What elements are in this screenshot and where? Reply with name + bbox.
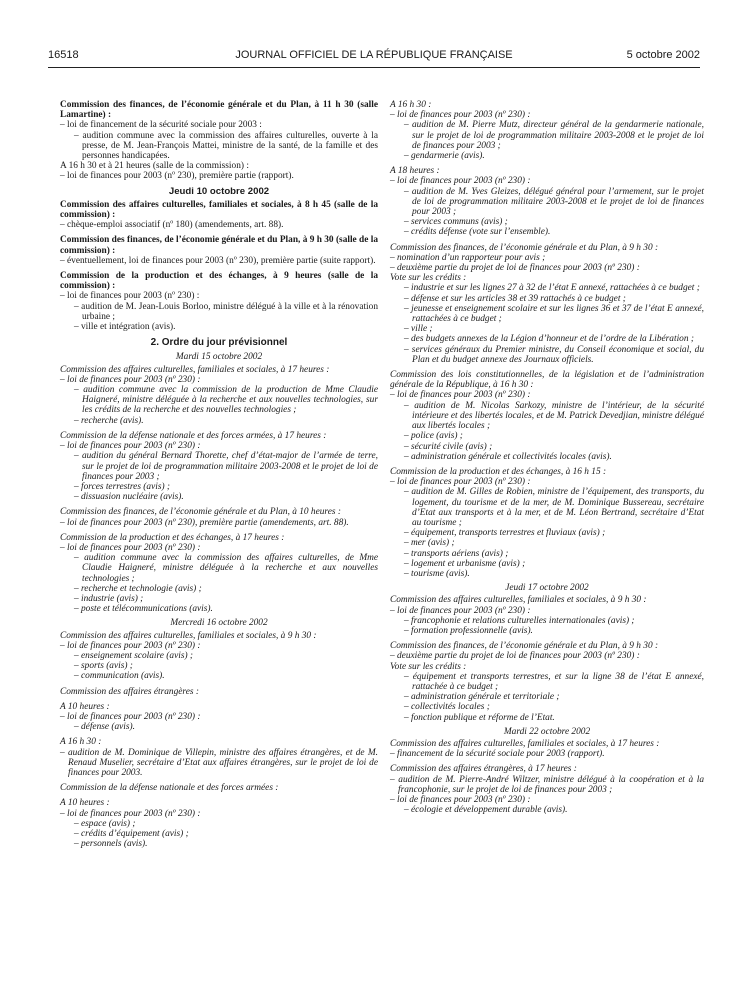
- right-paragraph: – défense et sur les articles 38 et 39 rattachés à ce budget ;: [404, 293, 626, 304]
- right-paragraph: Commission des finances, de l’économie générale et du Plan, à 9 h 30 :: [390, 242, 659, 253]
- right-paragraph: Commission des affaires étrangères, à 17 heures :: [390, 764, 577, 775]
- left-paragraph: – loi de finances pour 2003 (nº 230), première partie (amendements, art. 88).: [60, 517, 349, 528]
- left-paragraph: 2. Ordre du jour prévisionnel: [150, 337, 288, 349]
- left-paragraph: – industrie (avis) ;: [74, 593, 144, 604]
- right-paragraph: – gendarmerie (avis).: [404, 151, 485, 162]
- right-paragraph: – formation professionnelle (avis).: [404, 625, 533, 636]
- left-paragraph: Commission des finances, de l’économie générale et du Plan, à 9 h 30 (salle de la commission) :: [60, 235, 378, 256]
- left-paragraph: – loi de financement de la sécurité sociale pour 2003 :: [60, 120, 262, 131]
- left-paragraph: Commission des affaires étrangères :: [60, 686, 199, 697]
- left-paragraph: – chèque-emploi associatif (nº 180) (amendements, art. 88).: [60, 220, 284, 231]
- left-paragraph: Commission de la défense nationale et des forces armées, à 17 heures :: [60, 430, 327, 441]
- right-paragraph: – administration générale et territoriale ;: [404, 692, 560, 703]
- right-column: [390, 100, 704, 815]
- left-paragraph: – défense (avis).: [74, 722, 135, 733]
- right-paragraph: – crédits défense (vote sur l’ensemble).: [404, 227, 551, 238]
- right-paragraph: – sécurité civile (avis) ;: [404, 441, 493, 452]
- left-paragraph: – recherche et technologie (avis) ;: [74, 583, 202, 594]
- left-paragraph: A 16 h 30 :: [60, 737, 102, 748]
- left-paragraph: – audition commune avec la commission des affaires culturelles, ouverte à la presse, de M. Jean-François Mattei, ministre de la santé, de la famille et des personnes handicapées.: [74, 130, 378, 162]
- issue-date: 5 octobre 2002: [626, 49, 700, 61]
- left-paragraph: Commission des finances, de l’économie générale et du Plan, à 11 h 30 (salle Lamartine) :: [60, 100, 378, 121]
- left-paragraph: – audition de M. Jean-Louis Borloo, ministre délégué à la ville et à la rénovation urbaine ;: [74, 301, 378, 322]
- right-paragraph: – audition de M. Nicolas Sarkozy, ministre de l’intérieur, de la sécurité intérieure et des libertés locales, et de M. Patrick Devedjian, ministre délégué aux libertés locales ;: [404, 400, 704, 432]
- right-paragraph: – équipement et transports terrestres, et sur la ligne 38 de l’état E annexé, rattachée à ce budget ;: [404, 671, 704, 692]
- left-paragraph: – loi de finances pour 2003 (nº 230) :: [60, 640, 201, 651]
- left-paragraph: A 10 heures :: [60, 798, 110, 809]
- left-paragraph: A 16 h 30 et à 21 heures (salle de la commission) :: [60, 161, 249, 172]
- right-paragraph: – jeunesse et enseignement scolaire et sur les lignes 36 et 37 de l’état E annexé, rattachées à ce budget ;: [404, 303, 704, 325]
- right-paragraph: Commission des affaires culturelles, familiales et sociales, à 17 heures :: [390, 738, 660, 749]
- left-paragraph: – recherche (avis).: [74, 415, 144, 426]
- left-paragraph: – espace (avis) ;: [74, 818, 136, 829]
- left-paragraph: – loi de finances pour 2003 (nº 230), première partie (rapport).: [60, 171, 294, 182]
- left-paragraph: Mardi 15 octobre 2002: [175, 352, 263, 363]
- right-paragraph: – loi de finances pour 2003 (nº 230) :: [390, 110, 531, 121]
- right-paragraph: Vote sur les crédits :: [390, 273, 467, 284]
- right-paragraph: Mardi 22 octobre 2002: [503, 726, 591, 737]
- left-paragraph: – éventuellement, loi de finances pour 2003 (nº 230), première partie (suite rapport).: [60, 255, 376, 266]
- right-paragraph: Jeudi 17 octobre 2002: [505, 583, 589, 594]
- left-paragraph: – loi de finances pour 2003 (nº 230) :: [60, 441, 201, 452]
- left-column: [60, 100, 378, 849]
- right-paragraph: Commission des lois constitutionnelles, de la législation et de l’administration générale de la République, à 16 h 30 :: [390, 370, 704, 391]
- left-paragraph: – loi de finances pour 2003 (nº 230) :: [60, 808, 201, 819]
- right-paragraph: – police (avis) ;: [404, 431, 463, 442]
- right-paragraph: – transports aériens (avis) ;: [404, 548, 509, 559]
- left-paragraph: – forces terrestres (avis) ;: [74, 481, 171, 492]
- right-paragraph: – audition de M. Pierre Mutz, directeur général de la gendarmerie nationale, sur le projet de loi de programmation militaire 2003-2008 et le projet de loi de finances pour 2003 ;: [404, 120, 704, 151]
- left-paragraph: – crédits d’équipement (avis) ;: [74, 829, 189, 839]
- left-paragraph: Commission de la production et des échanges, à 9 heures (salle de la commission) :: [60, 271, 378, 292]
- left-paragraph: Commission des affaires culturelles, familiales et sociales, à 9 h 30 :: [60, 630, 317, 641]
- left-paragraph: – loi de finances pour 2003 (nº 230) :: [60, 542, 201, 553]
- right-paragraph: – loi de finances pour 2003 (nº 230) :: [390, 176, 531, 187]
- left-paragraph: – communication (avis).: [74, 671, 165, 682]
- right-paragraph: Vote sur les crédits :: [390, 661, 467, 672]
- left-paragraph: A 10 heures :: [60, 701, 110, 712]
- right-paragraph: – fonction publique et réforme de l’Etat.: [404, 712, 555, 723]
- right-paragraph: – deuxième partie du projet de loi de finances pour 2003 (nº 230) :: [390, 263, 640, 274]
- right-paragraph: – écologie et développement durable (avis).: [404, 805, 568, 816]
- left-paragraph: – loi de finances pour 2003 (nº 230) :: [60, 374, 201, 385]
- right-paragraph: – administration générale et collectivités locales (avis).: [404, 451, 612, 462]
- left-paragraph: – loi de finances pour 2003 (nº 230) :: [60, 711, 201, 722]
- right-paragraph: – logement et urbanisme (avis) ;: [404, 558, 526, 569]
- right-paragraph: Commission de la production et des échanges, à 16 h 15 :: [390, 466, 607, 477]
- right-paragraph: – mer (avis) ;: [404, 538, 455, 549]
- right-paragraph: – industrie et sur les lignes 27 à 32 de l’état E annexé, rattachées à ce budget ;: [404, 283, 700, 294]
- right-paragraph: – équipement, transports terrestres et fluviaux (avis) ;: [404, 528, 606, 539]
- left-paragraph: – dissuasion nucléaire (avis).: [74, 492, 184, 503]
- right-paragraph: – loi de finances pour 2003 (nº 230) :: [390, 390, 531, 401]
- right-paragraph: – loi de finances pour 2003 (nº 230) :: [390, 795, 531, 805]
- right-paragraph: – collectivités locales ;: [404, 702, 490, 713]
- left-paragraph: Commission de la production et des échanges, à 17 heures :: [60, 532, 285, 543]
- right-paragraph: – audition de M. Pierre-André Wiltzer, ministre délégué à la coopération et à la francophonie, sur le projet de loi de finances pour 2003 ;: [390, 774, 704, 795]
- right-paragraph: – audition de M. Gilles de Robien, ministre de l’équipement, des transports, du logement, du tourisme et de la mer, de M. Dominique Bussereau, secrétaire d’Etat aux transports et à la mer, et de M. Léon Bertrand, secrétaire d’Etat au tourisme ;: [404, 487, 704, 528]
- journal-title: JOURNAL OFFICIEL DE LA RÉPUBLIQUE FRANÇAISE: [235, 49, 513, 61]
- left-paragraph: – audition commune avec la commission des affaires culturelles, de Mme Claudie Haigneré, ministre déléguée à la recherche et aux nouvelles technologies ;: [74, 553, 378, 584]
- left-paragraph: – ville et intégration (avis).: [74, 322, 176, 333]
- left-paragraph: – personnels (avis).: [74, 839, 148, 850]
- right-paragraph: – loi de finances pour 2003 (nº 230) :: [390, 605, 531, 616]
- right-paragraph: – tourisme (avis).: [404, 568, 470, 579]
- left-paragraph: Mercredi 16 octobre 2002: [170, 618, 268, 629]
- left-paragraph: Commission des finances, de l’économie générale et du Plan, à 10 heures :: [60, 507, 341, 518]
- left-paragraph: – enseignement scolaire (avis) ;: [74, 650, 194, 661]
- left-paragraph: – poste et télécommunications (avis).: [74, 604, 213, 615]
- right-paragraph: – nomination d’un rapporteur pour avis ;: [390, 252, 546, 263]
- left-paragraph: Jeudi 10 octobre 2002: [168, 185, 270, 197]
- left-paragraph: – sports (avis) ;: [74, 661, 133, 672]
- page-header: [48, 49, 700, 68]
- right-paragraph: – francophonie et relations culturelles internationales (avis) ;: [404, 615, 635, 626]
- right-paragraph: – services généraux du Premier ministre, du Conseil économique et social, du Plan et du budget annexe des Journaux officiels.: [404, 344, 704, 365]
- left-paragraph: – audition du général Bernard Thorette, chef d’état-major de l’armée de terre, sur le projet de loi de programmation militaire 2003-2008 et le projet de loi de finances pour 2003 ;: [74, 451, 378, 482]
- right-paragraph: – ville ;: [404, 324, 433, 335]
- right-paragraph: – financement de la sécurité sociale pour 2003 (rapport).: [390, 749, 605, 760]
- right-paragraph: – loi de finances pour 2003 (nº 230) :: [390, 477, 531, 488]
- left-paragraph: Commission des affaires culturelles, familiales et sociales, à 17 heures :: [60, 364, 330, 375]
- left-paragraph: – loi de finances pour 2003 (nº 230) :: [60, 291, 200, 302]
- page-number: 16518: [48, 49, 79, 61]
- left-paragraph: – audition commune avec la commission de la production de Mme Claudie Haigneré, ministre déléguée à la recherche et aux nouvelles technologies, sur les crédits de la recherche et des nouvelles technologies ;: [74, 385, 378, 416]
- left-paragraph: – audition de M. Dominique de Villepin, ministre des affaires étrangères, et de M. Renaud Muselier, secrétaire d’Etat aux affaires étrangères, sur le projet de loi de finances pour 2003.: [60, 747, 378, 778]
- right-paragraph: – services communs (avis) ;: [404, 217, 508, 228]
- right-paragraph: Commission des finances, de l’économie générale et du Plan, à 9 h 30 :: [390, 641, 659, 652]
- left-paragraph: Commission des affaires culturelles, familiales et sociales, à 8 h 45 (salle de la commission) :: [60, 199, 378, 221]
- right-paragraph: Commission des affaires culturelles, familiales et sociales, à 9 h 30 :: [390, 595, 647, 606]
- right-paragraph: A 18 heures :: [390, 166, 440, 177]
- right-paragraph: – audition de M. Yves Gleizes, délégué général pour l’armement, sur le projet de loi de programmation militaire 2003-2008 et le projet de loi de finances pour 2003 ;: [404, 186, 704, 218]
- left-paragraph: Commission de la défense nationale et des forces armées :: [60, 783, 279, 794]
- right-paragraph: – deuxième partie du projet de loi de finances pour 2003 (nº 230) :: [390, 651, 640, 662]
- right-paragraph: A 16 h 30 :: [390, 100, 432, 110]
- right-paragraph: – des budgets annexes de la Légion d’honneur et de l’ordre de la Libération ;: [404, 334, 694, 345]
